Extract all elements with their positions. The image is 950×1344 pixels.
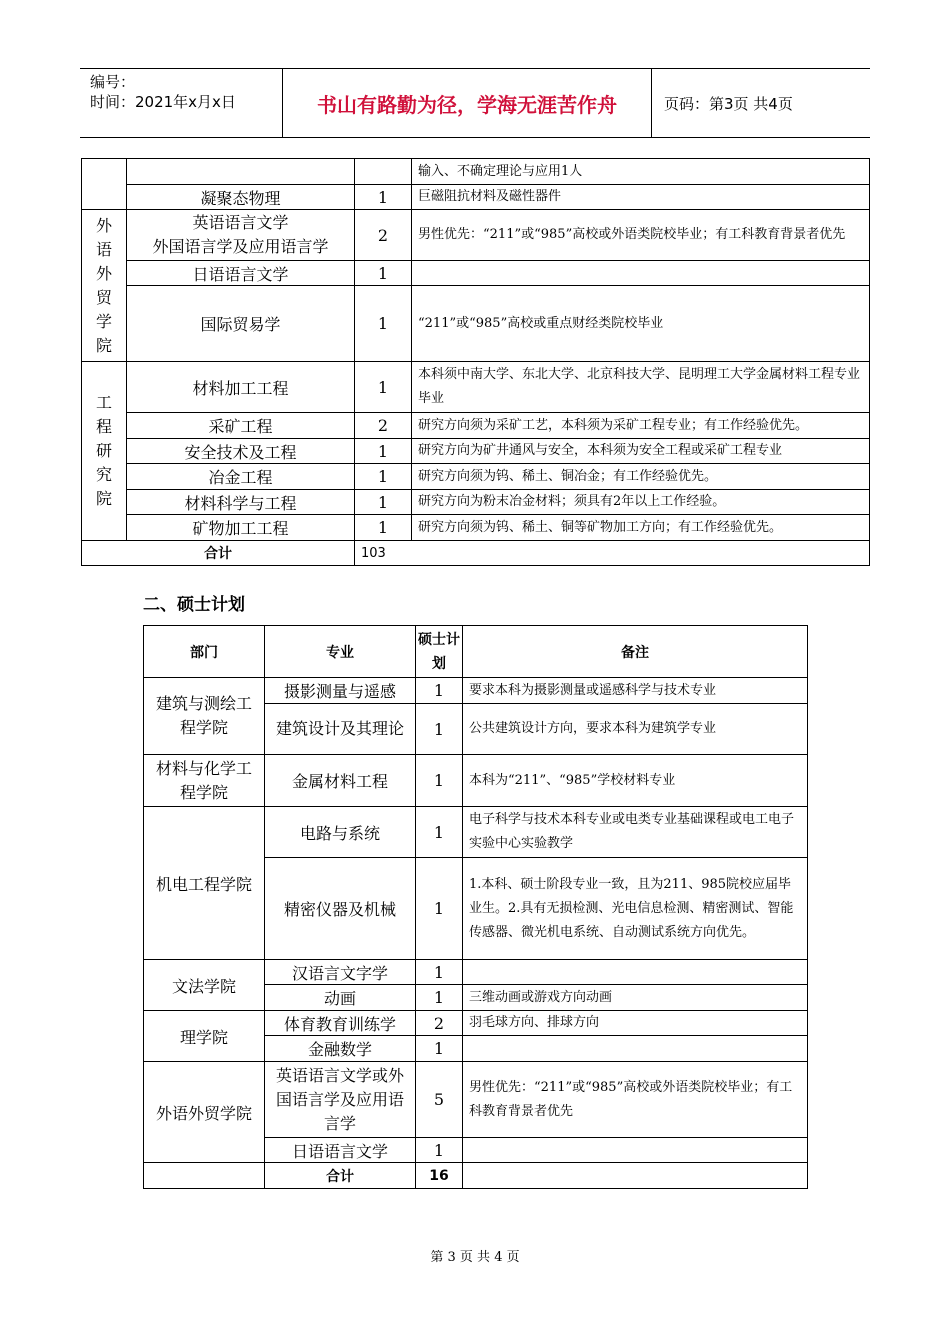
header-plan: 硕士计划 <box>416 626 463 678</box>
count-cell: 1 <box>416 858 463 960</box>
major-cell: 摄影测量与遥感 <box>265 678 416 704</box>
major-cell: 材料科学与工程 <box>127 490 355 515</box>
note-cell: 羽毛球方向、排球方向 <box>463 1011 808 1036</box>
count-cell: 1 <box>355 362 412 413</box>
note-cell: 要求本科为摄影测量或遥感科学与技术专业 <box>463 678 808 704</box>
total-label: 合计 <box>82 541 355 566</box>
note-cell: 本科为“211”、“985”学校材料专业 <box>463 755 808 807</box>
major-cell: 材料加工工程 <box>127 362 355 413</box>
count-cell: 2 <box>355 413 412 439</box>
count-cell: 1 <box>355 515 412 541</box>
header-major: 专业 <box>265 626 416 678</box>
count-cell: 1 <box>355 439 412 464</box>
page-header <box>80 68 870 138</box>
note-cell: 研究方向须为钨、稀土、铜等矿物加工方向；有工作经验优先。 <box>412 515 870 541</box>
section-title: 二、硕士计划 <box>143 595 245 615</box>
major-cell: 精密仪器及机械 <box>265 858 416 960</box>
major-cell: 体育教育训练学 <box>265 1011 416 1036</box>
dept-cell: 外语外贸学院 <box>144 1062 265 1163</box>
header-motto: 书山有路勤为径，学海无涯苦作舟 <box>282 69 652 137</box>
dept-cell: 外语外贸学院 <box>82 210 127 362</box>
major-cell: 汉语言文字学 <box>265 960 416 985</box>
count-cell: 1 <box>355 490 412 515</box>
major-cell: 动画 <box>265 985 416 1011</box>
dept-cell-empty <box>82 159 127 210</box>
count-cell: 1 <box>355 261 412 286</box>
major-cell: 采矿工程 <box>127 413 355 439</box>
count-cell: 2 <box>416 1011 463 1036</box>
note-cell <box>463 1036 808 1062</box>
page-footer: 第 3 页 共 4 页 <box>430 1250 520 1265</box>
note-cell: 巨磁阻抗材料及磁性器件 <box>412 185 870 210</box>
note-cell: 研究方向须为钨、稀土、铜冶金；有工作经验优先。 <box>412 464 870 490</box>
total-note-empty <box>463 1163 808 1189</box>
dept-cell: 机电工程学院 <box>144 807 265 960</box>
count-cell: 2 <box>355 210 412 261</box>
count-cell: 1 <box>416 1036 463 1062</box>
note-cell: 1.本科、硕士阶段专业一致，且为211、985院校应届毕业生。2.具有无损检测、光电信息检测、精密测试、智能传感器、微光机电系统、自动测试系统方向优先。 <box>463 858 808 960</box>
phd-plan-table-continued <box>81 158 870 566</box>
major-cell: 日语语言文学 <box>265 1138 416 1163</box>
dept-cell: 工程研究院 <box>82 362 127 541</box>
major-cell: 建筑设计及其理论 <box>265 704 416 755</box>
note-cell: 公共建筑设计方向，要求本科为建筑学专业 <box>463 704 808 755</box>
note-cell <box>463 960 808 985</box>
count-cell: 1 <box>416 678 463 704</box>
count-cell: 1 <box>416 985 463 1011</box>
major-cell: 英语语言文学 外国语言学及应用语言学 <box>127 210 355 261</box>
note-cell: 研究方向为粉末冶金材料；须具有2年以上工作经验。 <box>412 490 870 515</box>
dept-cell: 文法学院 <box>144 960 265 1011</box>
total-value: 103 <box>355 541 870 566</box>
note-cell: 男性优先：“211”或“985”高校或外语类院校毕业；有工科教育背景者优先 <box>412 210 870 261</box>
master-plan-table <box>143 625 808 1189</box>
major-cell: 冶金工程 <box>127 464 355 490</box>
note-cell <box>463 1138 808 1163</box>
count-cell: 1 <box>416 704 463 755</box>
header-meta <box>80 69 282 137</box>
note-cell: “211”或“985”高校或重点财经类院校毕业 <box>412 286 870 362</box>
count-cell: 1 <box>416 755 463 807</box>
header-note: 备注 <box>463 626 808 678</box>
count-cell: 1 <box>355 464 412 490</box>
header-dept: 部门 <box>144 626 265 678</box>
time-label: 时间：2021年x月x日 <box>90 93 236 111</box>
count-cell: 1 <box>416 960 463 985</box>
major-cell: 电路与系统 <box>265 807 416 858</box>
count-cell: 5 <box>416 1062 463 1138</box>
total-empty-cell <box>144 1163 265 1189</box>
count-cell: 1 <box>355 286 412 362</box>
header-page-info: 页码：第3页 共4页 <box>664 94 793 113</box>
count-cell: 1 <box>416 1138 463 1163</box>
dept-cell: 材料与化学工程学院 <box>144 755 265 807</box>
note-cell: 三维动画或游戏方向动画 <box>463 985 808 1011</box>
number-label: 编号： <box>90 73 136 91</box>
note-cell: 输入、不确定理论与应用1人 <box>412 159 870 185</box>
major-cell: 金融数学 <box>265 1036 416 1062</box>
total-value: 16 <box>416 1163 463 1189</box>
total-label: 合计 <box>265 1163 416 1189</box>
count-cell: 1 <box>416 807 463 858</box>
dept-cell: 理学院 <box>144 1011 265 1062</box>
major-cell: 金属材料工程 <box>265 755 416 807</box>
note-cell: 研究方向须为采矿工艺，本科须为采矿工程专业；有工作经验优先。 <box>412 413 870 439</box>
major-cell: 凝聚态物理 <box>127 185 355 210</box>
major-cell: 国际贸易学 <box>127 286 355 362</box>
note-cell <box>412 261 870 286</box>
note-cell: 电子科学与技术本科专业或电类专业基础课程或电工电子实验中心实验教学 <box>463 807 808 858</box>
major-cell: 矿物加工工程 <box>127 515 355 541</box>
note-cell: 研究方向为矿井通风与安全，本科须为安全工程或采矿工程专业 <box>412 439 870 464</box>
major-cell: 英语语言文学或外国语言学及应用语言学 <box>265 1062 416 1138</box>
major-cell: 日语语言文学 <box>127 261 355 286</box>
note-cell: 本科须中南大学、东北大学、北京科技大学、昆明理工大学金属材料工程专业毕业 <box>412 362 870 413</box>
note-cell: 男性优先：“211”或“985”高校或外语类院校毕业；有工科教育背景者优先 <box>463 1062 808 1138</box>
major-cell <box>127 159 355 185</box>
dept-cell: 建筑与测绘工程学院 <box>144 678 265 755</box>
count-cell <box>355 159 412 185</box>
count-cell: 1 <box>355 185 412 210</box>
major-cell: 安全技术及工程 <box>127 439 355 464</box>
